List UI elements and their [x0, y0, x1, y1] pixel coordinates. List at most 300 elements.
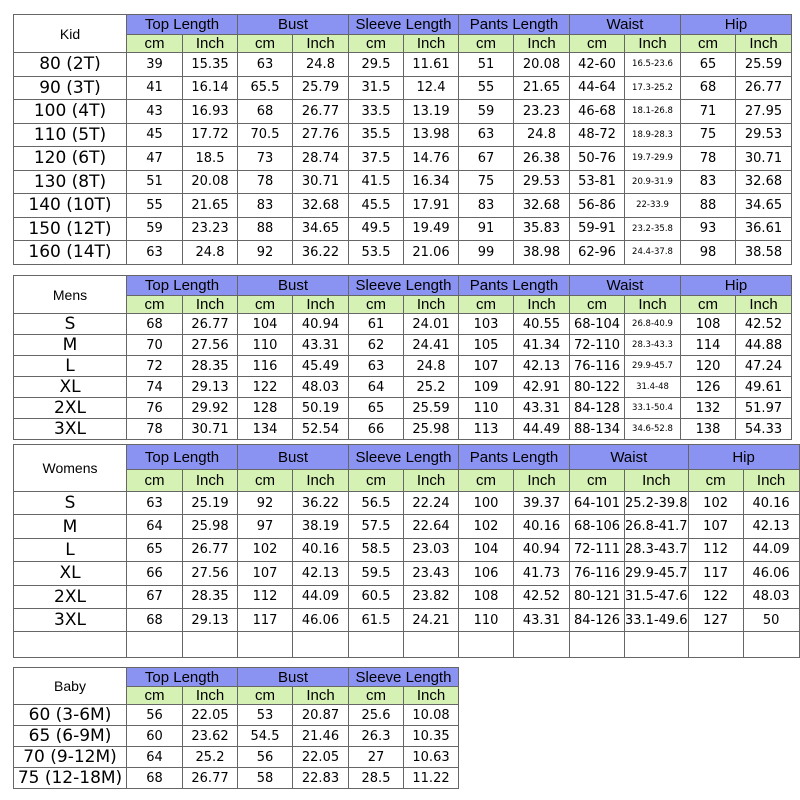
pants-length-inch: 32.68: [514, 194, 570, 218]
top-length-inch: 30.71: [183, 419, 238, 440]
top-length-inch: 22.05: [183, 705, 238, 726]
sleeve-length-inch: 24.41: [404, 335, 459, 356]
hip-inch: 40.16: [743, 491, 799, 514]
unit-inch: Inch: [625, 35, 681, 53]
table-row: [14, 538, 800, 561]
size-label: XL: [14, 377, 127, 398]
sleeve-length-cm: 65: [349, 398, 404, 419]
waist-cm: 59-91: [570, 217, 625, 241]
bust-cm: 58: [238, 768, 293, 789]
top-length-inch: 23.62: [183, 726, 238, 747]
table-row: [14, 398, 792, 419]
table-row: [14, 726, 459, 747]
bust-inch: 42.13: [293, 562, 349, 585]
pants-length-inch: 39.37: [514, 491, 570, 514]
pants-length-cm: 105: [459, 335, 514, 356]
waist-inch: 26.8-41.7: [625, 515, 689, 538]
hip-cm: 132: [681, 398, 736, 419]
column-header: Top Length: [127, 668, 238, 687]
column-header: Top Length: [127, 15, 238, 35]
sleeve-length-cm: 26.3: [349, 726, 404, 747]
column-header: Waist: [570, 15, 681, 35]
bust-inch: 32.68: [293, 194, 349, 218]
empty-row: [14, 632, 800, 658]
category-label: Mens: [14, 276, 127, 314]
bust-cm: 68: [238, 100, 293, 124]
size-label: 150 (12T): [14, 217, 127, 241]
hip-cm: 138: [681, 419, 736, 440]
hip-cm: 114: [681, 335, 736, 356]
unit-inch: Inch: [293, 35, 349, 53]
waist-cm: 76-116: [570, 562, 625, 585]
bust-inch: 27.76: [293, 123, 349, 147]
empty-cell: [688, 632, 743, 658]
sleeve-length-cm: 41.5: [349, 170, 404, 194]
bust-cm: 128: [238, 398, 293, 419]
waist-inch: 31.5-47.6: [625, 585, 689, 608]
size-label: 160 (14T): [14, 241, 127, 265]
hip-inch: 46.06: [743, 562, 799, 585]
bust-inch: 40.16: [293, 538, 349, 561]
sleeve-length-inch: 23.43: [404, 562, 459, 585]
waist-inch: 16.5-23.6: [625, 53, 681, 77]
empty-cell: [459, 632, 514, 658]
top-length-inch: 27.56: [183, 562, 238, 585]
hip-cm: 102: [688, 491, 743, 514]
pants-length-cm: 104: [459, 538, 514, 561]
pants-length-cm: 91: [459, 217, 514, 241]
table-row: [14, 217, 792, 241]
hip-inch: 44.09: [743, 538, 799, 561]
sleeve-length-cm: 25.6: [349, 705, 404, 726]
top-length-cm: 39: [127, 53, 183, 77]
table-row: [14, 585, 800, 608]
bust-cm: 92: [238, 241, 293, 265]
hip-cm: 112: [688, 538, 743, 561]
sleeve-length-cm: 60.5: [349, 585, 404, 608]
sleeve-length-cm: 31.5: [349, 76, 404, 100]
bust-inch: 36.22: [293, 241, 349, 265]
pants-length-cm: 113: [459, 419, 514, 440]
bust-cm: 122: [238, 377, 293, 398]
hip-inch: 29.53: [736, 123, 792, 147]
mens-size-table: [13, 275, 792, 440]
table-row: [14, 562, 800, 585]
unit-cm: cm: [127, 687, 183, 705]
unit-inch: Inch: [404, 470, 459, 491]
sleeve-length-inch: 25.59: [404, 398, 459, 419]
top-length-cm: 65: [127, 538, 183, 561]
sleeve-length-inch: 22.64: [404, 515, 459, 538]
waist-inch: 25.2-39.8: [625, 491, 689, 514]
unit-inch: Inch: [183, 296, 238, 314]
pants-length-inch: 20.08: [514, 53, 570, 77]
waist-inch: 17.3-25.2: [625, 76, 681, 100]
top-length-cm: 55: [127, 194, 183, 218]
hip-cm: 127: [688, 609, 743, 632]
bust-cm: 70.5: [238, 123, 293, 147]
top-length-cm: 56: [127, 705, 183, 726]
pants-length-inch: 38.98: [514, 241, 570, 265]
pants-length-cm: 107: [459, 356, 514, 377]
waist-cm: 84-126: [570, 609, 625, 632]
pants-length-inch: 43.31: [514, 398, 570, 419]
unit-cm: cm: [349, 687, 404, 705]
unit-cm: cm: [127, 35, 183, 53]
pants-length-cm: 67: [459, 147, 514, 171]
top-length-cm: 66: [127, 562, 183, 585]
bust-cm: 102: [238, 538, 293, 561]
top-length-inch: 16.14: [183, 76, 238, 100]
baby-size-table: [13, 667, 459, 789]
size-label: S: [14, 314, 127, 335]
unit-inch: Inch: [183, 35, 238, 53]
sleeve-length-cm: 61: [349, 314, 404, 335]
hip-cm: 88: [681, 194, 736, 218]
unit-cm: cm: [459, 35, 514, 53]
sleeve-length-cm: 45.5: [349, 194, 404, 218]
table-row: [14, 147, 792, 171]
sleeve-length-inch: 12.4: [404, 76, 459, 100]
pants-length-inch: 35.83: [514, 217, 570, 241]
header-row: [14, 445, 800, 470]
pants-length-inch: 24.8: [514, 123, 570, 147]
waist-inch: 33.1-50.4: [625, 398, 681, 419]
top-length-cm: 70: [127, 335, 183, 356]
table-row: [14, 768, 459, 789]
table-row: [14, 705, 459, 726]
hip-cm: 71: [681, 100, 736, 124]
sleeve-length-inch: 10.63: [404, 747, 459, 768]
bust-cm: 110: [238, 335, 293, 356]
top-length-cm: 64: [127, 515, 183, 538]
hip-inch: 27.95: [736, 100, 792, 124]
size-label: 2XL: [14, 585, 127, 608]
womens-size-table: [13, 444, 800, 658]
waist-inch: 18.1-26.8: [625, 100, 681, 124]
waist-inch: 29.9-45.7: [625, 562, 689, 585]
empty-cell: [625, 632, 689, 658]
category-label: Baby: [14, 668, 127, 705]
pants-length-cm: 102: [459, 515, 514, 538]
top-length-cm: 59: [127, 217, 183, 241]
bust-cm: 116: [238, 356, 293, 377]
sleeve-length-inch: 25.2: [404, 377, 459, 398]
top-length-inch: 16.93: [183, 100, 238, 124]
table-row: [14, 747, 459, 768]
pants-length-cm: 110: [459, 609, 514, 632]
unit-cm: cm: [127, 296, 183, 314]
size-label: 60 (3-6M): [14, 705, 127, 726]
bust-inch: 24.8: [293, 53, 349, 77]
size-label: 90 (3T): [14, 76, 127, 100]
header-row: [14, 15, 792, 35]
empty-cell: [238, 632, 293, 658]
sleeve-length-inch: 13.19: [404, 100, 459, 124]
hip-cm: 122: [688, 585, 743, 608]
bust-inch: 21.46: [293, 726, 349, 747]
waist-cm: 48-72: [570, 123, 625, 147]
sleeve-length-cm: 59.5: [349, 562, 404, 585]
sleeve-length-cm: 53.5: [349, 241, 404, 265]
table-row: [14, 76, 792, 100]
waist-inch: 23.2-35.8: [625, 217, 681, 241]
hip-inch: 49.61: [736, 377, 792, 398]
bust-inch: 34.65: [293, 217, 349, 241]
pants-length-inch: 42.91: [514, 377, 570, 398]
top-length-inch: 25.19: [183, 491, 238, 514]
bust-cm: 117: [238, 609, 293, 632]
hip-cm: 117: [688, 562, 743, 585]
kid-size-table: [13, 14, 792, 265]
waist-cm: 44-64: [570, 76, 625, 100]
hip-cm: 68: [681, 76, 736, 100]
top-length-cm: 60: [127, 726, 183, 747]
top-length-cm: 76: [127, 398, 183, 419]
column-header: Pants Length: [459, 15, 570, 35]
table-row: [14, 53, 792, 77]
pants-length-cm: 55: [459, 76, 514, 100]
size-label: M: [14, 515, 127, 538]
waist-inch: 31.4-48: [625, 377, 681, 398]
column-header: Hip: [688, 445, 799, 470]
column-header: Bust: [238, 668, 349, 687]
hip-inch: 34.65: [736, 194, 792, 218]
top-length-inch: 28.35: [183, 585, 238, 608]
sleeve-length-inch: 22.24: [404, 491, 459, 514]
unit-cm: cm: [349, 35, 404, 53]
unit-cm: cm: [570, 470, 625, 491]
pants-length-inch: 40.16: [514, 515, 570, 538]
category-label: Kid: [14, 15, 127, 53]
column-header: Pants Length: [459, 445, 570, 470]
bust-cm: 83: [238, 194, 293, 218]
pants-length-cm: 108: [459, 585, 514, 608]
size-label: L: [14, 538, 127, 561]
waist-cm: 80-122: [570, 377, 625, 398]
bust-inch: 50.19: [293, 398, 349, 419]
unit-cm: cm: [688, 470, 743, 491]
hip-inch: 38.58: [736, 241, 792, 265]
table-row: [14, 170, 792, 194]
unit-cm: cm: [459, 296, 514, 314]
sleeve-length-cm: 66: [349, 419, 404, 440]
hip-cm: 93: [681, 217, 736, 241]
empty-cell: [293, 632, 349, 658]
hip-cm: 78: [681, 147, 736, 171]
size-label: 140 (10T): [14, 194, 127, 218]
bust-inch: 36.22: [293, 491, 349, 514]
empty-cell: [183, 632, 238, 658]
unit-inch: Inch: [293, 296, 349, 314]
pants-length-inch: 23.23: [514, 100, 570, 124]
column-header: Top Length: [127, 276, 238, 296]
unit-inch: Inch: [293, 470, 349, 491]
waist-cm: 53-81: [570, 170, 625, 194]
table-row: [14, 356, 792, 377]
pants-length-cm: 51: [459, 53, 514, 77]
pants-length-inch: 26.38: [514, 147, 570, 171]
hip-inch: 47.24: [736, 356, 792, 377]
waist-cm: 68-104: [570, 314, 625, 335]
top-length-inch: 21.65: [183, 194, 238, 218]
sleeve-length-inch: 13.98: [404, 123, 459, 147]
top-length-inch: 17.72: [183, 123, 238, 147]
top-length-inch: 29.92: [183, 398, 238, 419]
column-header: Sleeve Length: [349, 668, 459, 687]
waist-inch: 18.9-28.3: [625, 123, 681, 147]
pants-length-inch: 41.34: [514, 335, 570, 356]
sleeve-length-inch: 14.76: [404, 147, 459, 171]
column-header: Waist: [570, 276, 681, 296]
bust-inch: 40.94: [293, 314, 349, 335]
bust-cm: 134: [238, 419, 293, 440]
sleeve-length-cm: 28.5: [349, 768, 404, 789]
hip-cm: 83: [681, 170, 736, 194]
hip-inch: 36.61: [736, 217, 792, 241]
bust-inch: 22.83: [293, 768, 349, 789]
top-length-inch: 26.77: [183, 768, 238, 789]
sleeve-length-cm: 33.5: [349, 100, 404, 124]
unit-inch: Inch: [736, 296, 792, 314]
unit-row: [14, 35, 792, 53]
sleeve-length-inch: 23.03: [404, 538, 459, 561]
size-label: 80 (2T): [14, 53, 127, 77]
sleeve-length-cm: 58.5: [349, 538, 404, 561]
unit-inch: Inch: [404, 296, 459, 314]
column-header: Bust: [238, 15, 349, 35]
sleeve-length-cm: 37.5: [349, 147, 404, 171]
sleeve-length-inch: 16.34: [404, 170, 459, 194]
sleeve-length-cm: 29.5: [349, 53, 404, 77]
hip-inch: 32.68: [736, 170, 792, 194]
table-row: [14, 194, 792, 218]
header-row: [14, 276, 792, 296]
waist-cm: 64-101: [570, 491, 625, 514]
top-length-cm: 68: [127, 609, 183, 632]
hip-cm: 107: [688, 515, 743, 538]
unit-cm: cm: [570, 35, 625, 53]
top-length-cm: 67: [127, 585, 183, 608]
hip-cm: 120: [681, 356, 736, 377]
empty-cell: [14, 632, 127, 658]
column-header: Bust: [238, 276, 349, 296]
pants-length-cm: 75: [459, 170, 514, 194]
top-length-cm: 51: [127, 170, 183, 194]
sleeve-length-inch: 19.49: [404, 217, 459, 241]
size-label: 130 (8T): [14, 170, 127, 194]
size-label: M: [14, 335, 127, 356]
unit-cm: cm: [349, 470, 404, 491]
table-row: [14, 609, 800, 632]
bust-inch: 28.74: [293, 147, 349, 171]
pants-length-inch: 40.55: [514, 314, 570, 335]
table-row: [14, 419, 792, 440]
unit-cm: cm: [238, 296, 293, 314]
sleeve-length-inch: 11.61: [404, 53, 459, 77]
waist-inch: 24.4-37.8: [625, 241, 681, 265]
column-header: Hip: [681, 276, 792, 296]
unit-inch: Inch: [404, 687, 459, 705]
hip-inch: 50: [743, 609, 799, 632]
hip-cm: 98: [681, 241, 736, 265]
empty-cell: [514, 632, 570, 658]
waist-inch: 28.3-43.7: [625, 538, 689, 561]
hip-inch: 51.97: [736, 398, 792, 419]
unit-cm: cm: [238, 687, 293, 705]
size-label: 100 (4T): [14, 100, 127, 124]
sleeve-length-cm: 27: [349, 747, 404, 768]
top-length-inch: 29.13: [183, 377, 238, 398]
bust-cm: 104: [238, 314, 293, 335]
waist-inch: 19.7-29.9: [625, 147, 681, 171]
sleeve-length-inch: 25.98: [404, 419, 459, 440]
pants-length-inch: 29.53: [514, 170, 570, 194]
top-length-cm: 78: [127, 419, 183, 440]
size-label: 65 (6-9M): [14, 726, 127, 747]
pants-length-cm: 106: [459, 562, 514, 585]
pants-length-cm: 63: [459, 123, 514, 147]
table-row: [14, 515, 800, 538]
unit-inch: Inch: [736, 35, 792, 53]
sleeve-length-cm: 64: [349, 377, 404, 398]
pants-length-cm: 59: [459, 100, 514, 124]
unit-row: [14, 470, 800, 491]
bust-cm: 92: [238, 491, 293, 514]
sleeve-length-inch: 17.91: [404, 194, 459, 218]
size-label: XL: [14, 562, 127, 585]
sleeve-length-inch: 24.21: [404, 609, 459, 632]
size-label: 120 (6T): [14, 147, 127, 171]
top-length-inch: 25.98: [183, 515, 238, 538]
unit-inch: Inch: [293, 687, 349, 705]
unit-cm: cm: [238, 35, 293, 53]
pants-length-inch: 40.94: [514, 538, 570, 561]
sleeve-length-cm: 57.5: [349, 515, 404, 538]
unit-inch: Inch: [625, 296, 681, 314]
table-row: [14, 123, 792, 147]
pants-length-cm: 103: [459, 314, 514, 335]
top-length-inch: 29.13: [183, 609, 238, 632]
pants-length-inch: 42.13: [514, 356, 570, 377]
pants-length-inch: 21.65: [514, 76, 570, 100]
bust-cm: 53: [238, 705, 293, 726]
sleeve-length-cm: 35.5: [349, 123, 404, 147]
size-label: 70 (9-12M): [14, 747, 127, 768]
hip-inch: 25.59: [736, 53, 792, 77]
unit-cm: cm: [570, 296, 625, 314]
sleeve-length-inch: 11.22: [404, 768, 459, 789]
pants-length-cm: 83: [459, 194, 514, 218]
top-length-inch: 28.35: [183, 356, 238, 377]
table-row: [14, 100, 792, 124]
bust-inch: 25.79: [293, 76, 349, 100]
pants-length-inch: 42.52: [514, 585, 570, 608]
waist-cm: 72-111: [570, 538, 625, 561]
top-length-cm: 72: [127, 356, 183, 377]
category-label: Womens: [14, 445, 127, 492]
top-length-inch: 20.08: [183, 170, 238, 194]
top-length-cm: 68: [127, 314, 183, 335]
hip-inch: 42.13: [743, 515, 799, 538]
top-length-cm: 68: [127, 768, 183, 789]
sleeve-length-inch: 23.82: [404, 585, 459, 608]
bust-cm: 88: [238, 217, 293, 241]
waist-cm: 62-96: [570, 241, 625, 265]
top-length-cm: 64: [127, 747, 183, 768]
unit-row: [14, 296, 792, 314]
unit-inch: Inch: [625, 470, 689, 491]
